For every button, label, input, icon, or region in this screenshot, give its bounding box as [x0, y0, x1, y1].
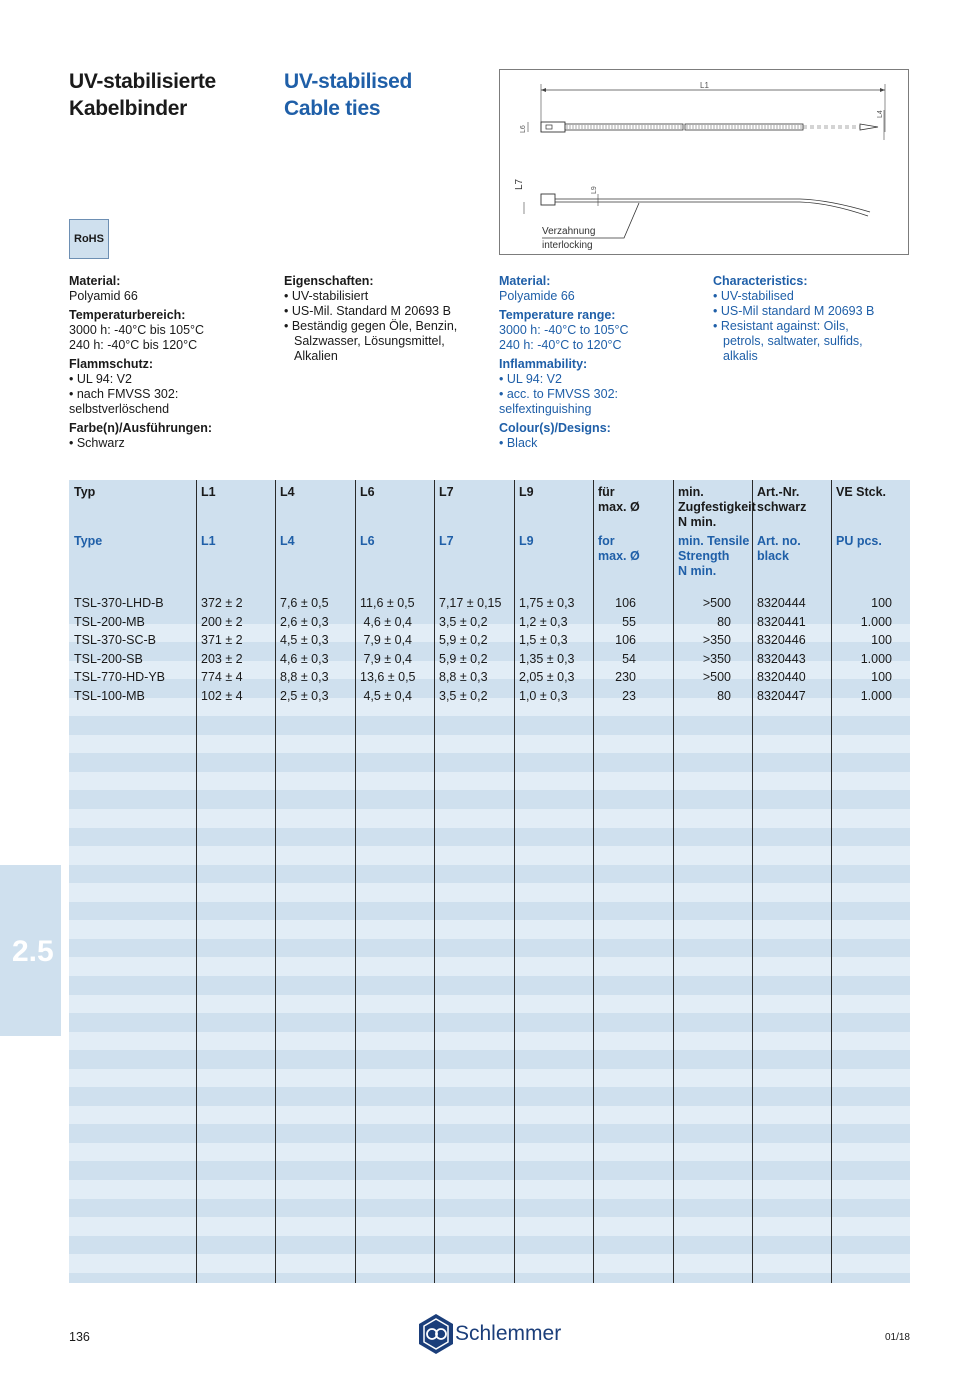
cell-l7: 3,5 ± 0,2: [439, 688, 488, 703]
cell-type: TSL-100-MB: [74, 688, 145, 703]
props-item-en-3: • Resistant against: Oils, petrols, saltwater, sulfids, alkalis: [713, 319, 863, 363]
cell-tensile: >500: [702, 670, 731, 685]
cell-max-dia: 106: [615, 596, 636, 610]
colour-value-en: • Black: [499, 436, 538, 450]
cell-l7: 8,8 ± 0,3: [439, 670, 488, 685]
cell-l1: 200 ± 2: [201, 614, 243, 629]
material-value-en: Polyamide 66: [499, 289, 575, 303]
temp-heading-en: Temperature range:: [499, 308, 616, 322]
cell-l9: 2,05 ± 0,3: [519, 670, 575, 685]
temp-value-de-2: 240 h: -40°C bis 120°C: [69, 338, 198, 352]
rohs-badge: RoHS: [69, 219, 109, 259]
header-l1-de: L1: [201, 485, 216, 499]
cell-article: 8320447: [757, 688, 806, 703]
cell-type: TSL-200-SB: [74, 651, 143, 666]
specs-en: [499, 274, 704, 451]
table-column-divider: [673, 480, 674, 1283]
flame-value-de-1: • UL 94: V2: [69, 372, 132, 386]
header-article-de: Art.-Nr. schwarz: [757, 485, 807, 514]
header-l9-de: L9: [519, 485, 534, 499]
cell-type: TSL-770-HD-YB: [74, 670, 165, 685]
cable-tie-drawing: [499, 69, 909, 255]
header-l6-de: L6: [360, 485, 375, 499]
table-column-divider: [752, 480, 753, 1283]
temp-value-de-1: 3000 h: -40°C bis 105°C: [69, 323, 205, 337]
header-type-en: Type: [74, 534, 103, 548]
cell-l6: 11,6 ± 0,5: [360, 596, 415, 610]
props-en: [713, 274, 893, 364]
cell-article: 8320444: [757, 596, 806, 610]
colour-value-de: • Schwarz: [69, 436, 125, 450]
cell-article: 8320446: [757, 633, 806, 648]
header-l9-en: L9: [519, 534, 534, 548]
dim-l4: L4: [877, 110, 884, 118]
cell-l4: 2,6 ± 0,3: [280, 614, 329, 629]
header-pu-de: VE Stck.: [836, 485, 887, 499]
cell-pu: 100: [871, 633, 892, 648]
cell-max-dia: 106: [615, 633, 636, 648]
flame-heading-en: Inflammability:: [499, 357, 588, 371]
temp-value-en-2: 240 h: -40°C to 120°C: [499, 338, 622, 352]
header-l7-de: L7: [439, 485, 454, 499]
header-max-dia-en: for max. Ø: [598, 534, 640, 563]
title-de-line-1: UV-stabilisierte: [69, 70, 216, 93]
cell-l1: 371 ± 2: [201, 633, 243, 648]
cell-pu: 100: [871, 670, 892, 685]
flame-value-en-1: • UL 94: V2: [499, 372, 562, 386]
cell-tensile: 80: [717, 688, 731, 703]
cell-l6: 7,9 ± 0,4: [363, 633, 412, 648]
cell-l9: 1,35 ± 0,3: [519, 651, 575, 666]
chapter-number: 2.5: [12, 935, 54, 968]
props-heading-de: Eigenschaften:: [284, 274, 374, 288]
header-l4-de: L4: [280, 485, 295, 499]
table-column-divider: [196, 480, 197, 1283]
material-value-de: Polyamid 66: [69, 289, 138, 303]
cell-pu: 100: [871, 596, 892, 610]
cell-max-dia: 54: [622, 651, 636, 666]
cell-tensile: 80: [717, 614, 731, 629]
cell-l9: 1,75 ± 0,3: [519, 596, 575, 610]
header-tensile-en: min. Tensile Strength N min.: [678, 534, 750, 578]
title-de-line-2: Kabelbinder: [69, 97, 188, 120]
props-item-de-3: • Beständig gegen Öle, Benzin, Salzwasser, Lösungsmittel, Alkalien: [284, 319, 458, 363]
colour-heading-en: Colour(s)/Designs:: [499, 421, 611, 435]
cell-l4: 7,6 ± 0,5: [280, 596, 329, 610]
cell-l1: 203 ± 2: [201, 651, 243, 666]
brand-name: Schlemmer: [455, 1322, 562, 1345]
dim-l6: L6: [520, 125, 527, 133]
cell-type: TSL-370-SC-B: [74, 633, 156, 648]
cell-l6: 7,9 ± 0,4: [363, 651, 412, 666]
header-article-en: Art. no. black: [757, 534, 801, 563]
cell-type: TSL-370-LHD-B: [74, 596, 164, 610]
temp-value-en-1: 3000 h: -40°C to 105°C: [499, 323, 629, 337]
cell-l7: 7,17 ± 0,15: [439, 596, 502, 610]
cell-l9: 1,5 ± 0,3: [519, 633, 568, 648]
chapter-tab: [0, 865, 61, 1036]
table-column-divider: [831, 480, 832, 1283]
cell-pu: 1.000: [860, 688, 892, 703]
props-heading-en: Characteristics:: [713, 274, 808, 288]
header-l4-en: L4: [280, 534, 295, 548]
header-max-dia-de: für max. Ø: [598, 485, 640, 514]
cell-article: 8320443: [757, 651, 806, 666]
colour-heading-de: Farbe(n)/Ausführungen:: [69, 421, 213, 435]
issue-date: 01/18: [884, 1332, 910, 1343]
props-de: [284, 274, 484, 364]
header-tensile-de: min. Zugfestigkeit N min.: [678, 485, 756, 529]
cell-tensile: >500: [702, 596, 731, 610]
cell-l9: 1,0 ± 0,3: [519, 688, 568, 703]
material-heading-de: Material:: [69, 274, 121, 288]
cell-l4: 4,5 ± 0,3: [280, 633, 329, 648]
cell-article: 8320441: [757, 614, 806, 629]
cell-l6: 4,6 ± 0,4: [363, 614, 412, 629]
flame-heading-de: Flammschutz:: [69, 357, 154, 371]
dim-l1: L1: [700, 81, 709, 90]
temp-heading-de: Temperaturbereich:: [69, 308, 186, 322]
cell-l9: 1,2 ± 0,3: [519, 614, 568, 629]
props-item-en-1: • UV-stabilised: [713, 289, 794, 303]
props-item-de-2: • US-Mil. Standard M 20693 B: [284, 304, 451, 318]
flame-value-de-2: • nach FMVSS 302: selbstverlöschend: [69, 387, 179, 416]
cell-tensile: >350: [702, 633, 731, 648]
cell-tensile: >350: [702, 651, 731, 666]
cell-l1: 774 ± 4: [201, 670, 243, 685]
cell-l4: 8,8 ± 0,3: [280, 670, 329, 685]
table-column-divider: [275, 480, 276, 1283]
title-de: [69, 68, 216, 122]
cell-l4: 4,6 ± 0,3: [280, 651, 329, 666]
header-l6-en: L6: [360, 534, 375, 548]
cell-article: 8320440: [757, 670, 806, 685]
page-number: 136: [69, 1330, 90, 1344]
cell-type: TSL-200-MB: [74, 614, 145, 629]
title-en-line-1: UV-stabilised: [284, 70, 412, 93]
cell-l1: 102 ± 4: [201, 688, 243, 703]
cell-l1: 372 ± 2: [201, 596, 243, 610]
cell-l4: 2,5 ± 0,3: [280, 688, 329, 703]
title-en: [284, 68, 412, 122]
cell-l6: 4,5 ± 0,4: [363, 688, 412, 703]
header-type-de: Typ: [74, 485, 96, 499]
header-l7-en: L7: [439, 534, 454, 548]
cell-l7: 5,9 ± 0,2: [439, 633, 488, 648]
specs-de: [69, 274, 274, 451]
props-item-de-1: • UV-stabilisiert: [284, 289, 369, 303]
flame-value-en-2: • acc. to FMVSS 302: selfextinguishing: [499, 387, 619, 416]
material-heading-en: Material:: [499, 274, 551, 288]
props-item-en-2: • US-Mil standard M 20693 B: [713, 304, 875, 318]
cell-l7: 5,9 ± 0,2: [439, 651, 488, 666]
cell-max-dia: 230: [615, 670, 636, 685]
title-en-line-2: Cable ties: [284, 97, 381, 120]
table-column-divider: [514, 480, 515, 1283]
table-column-divider: [434, 480, 435, 1283]
cable-tie-svg: [500, 70, 908, 254]
callout-en: interlocking: [542, 240, 593, 251]
cell-max-dia: 23: [622, 688, 636, 703]
cell-pu: 1.000: [860, 651, 892, 666]
table-column-divider: [355, 480, 356, 1283]
header-pu-en: PU pcs.: [836, 534, 882, 548]
table-column-divider: [593, 480, 594, 1283]
product-table: [69, 480, 910, 1283]
header-l1-en: L1: [201, 534, 216, 548]
dim-l7: L7: [514, 178, 525, 190]
cell-l6: 13,6 ± 0,5: [360, 670, 416, 685]
cell-pu: 1.000: [860, 614, 892, 629]
dim-l9: L9: [591, 186, 598, 194]
cell-l7: 3,5 ± 0,2: [439, 614, 488, 629]
cell-max-dia: 55: [622, 614, 636, 629]
callout-de: Verzahnung: [542, 226, 596, 237]
